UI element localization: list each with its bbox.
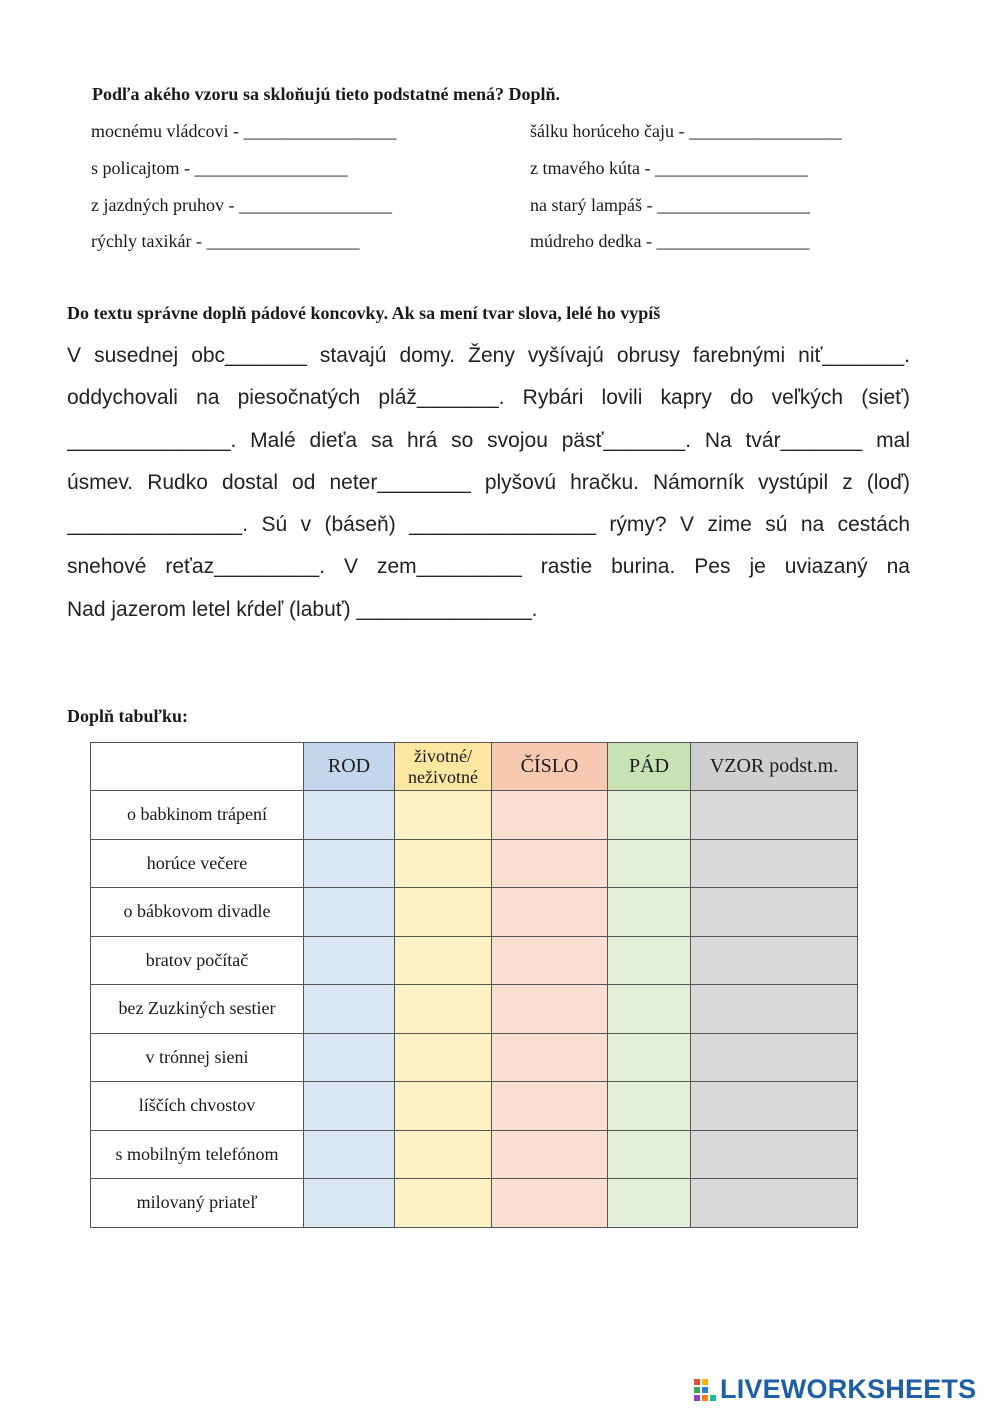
row-label: bez Zuzkiných sestier [91,985,304,1034]
rod-cell[interactable] [304,936,395,985]
pad-cell[interactable] [608,888,691,937]
paragraph-line[interactable]: úsmev. Rudko dostal od neter________ plyšovú hračku. Námorník vystúpil z (loď) [67,470,910,494]
cislo-cell[interactable] [492,839,608,888]
pad-cell[interactable] [608,791,691,840]
zivotne-cell[interactable] [395,936,492,985]
vzor-cell[interactable] [691,1082,858,1131]
paragraph-line[interactable]: _______________. Sú v (báseň) ________________ rýmy? V zime sú na cestách [67,513,910,537]
rod-cell[interactable] [304,985,395,1034]
table-row [91,1130,858,1179]
row-label: líščích chvostov [91,1082,304,1131]
exercise-1-item[interactable]: na starý lampáš - _________________ [530,195,810,215]
row-label: o bábkovom divadle [91,888,304,937]
paragraph-line[interactable]: ______________. Malé dieťa sa hrá so svojou päsť_______. Na tvár_______ mal [67,428,910,452]
cislo-cell[interactable] [492,791,608,840]
vzor-cell[interactable] [691,791,858,840]
vzor-cell[interactable] [691,936,858,985]
rod-cell[interactable] [304,1082,395,1131]
vzor-cell[interactable] [691,888,858,937]
cislo-cell[interactable] [492,1082,608,1131]
zivotne-cell[interactable] [395,1179,492,1228]
cislo-cell[interactable] [492,936,608,985]
table-row [91,1179,858,1228]
table-row [91,985,858,1034]
zivotne-cell[interactable] [395,1130,492,1179]
paragraph-line[interactable]: oddychovali na piesočnatých pláž_______. Rybári lovili kapry do veľkých (sieť) [67,386,910,410]
cislo-cell[interactable] [492,985,608,1034]
zivotne-cell[interactable] [395,1033,492,1082]
table-row [91,888,858,937]
vzor-cell[interactable] [691,1179,858,1228]
paragraph-line[interactable]: Nad jazerom letel kŕdeľ (labuť) _______________. [67,597,538,621]
row-label: o babkinom trápení [91,791,304,840]
table-row [91,1033,858,1082]
header-vzor: VZOR podst.m. [691,743,858,791]
cislo-cell[interactable] [492,1179,608,1228]
cislo-cell[interactable] [492,1130,608,1179]
exercise-3-title: Doplň tabuľku: [67,706,188,726]
header-pad: PÁD [608,743,691,791]
pad-cell[interactable] [608,1130,691,1179]
pad-cell[interactable] [608,985,691,1034]
rod-cell[interactable] [304,888,395,937]
rod-cell[interactable] [304,791,395,840]
zivotne-cell[interactable] [395,839,492,888]
exercise-1-item[interactable]: z jazdných pruhov - _________________ [91,195,392,215]
fill-in-paragraph[interactable] [67,335,910,631]
rod-cell[interactable] [304,1179,395,1228]
cislo-cell[interactable] [492,1033,608,1082]
vzor-cell[interactable] [691,1130,858,1179]
vzor-cell[interactable] [691,985,858,1034]
exercise-1-item[interactable]: z tmavého kúta - _________________ [530,158,808,178]
liveworksheets-logo [694,1374,976,1405]
rod-cell[interactable] [304,1033,395,1082]
table-row [91,1082,858,1131]
zivotne-cell[interactable] [395,888,492,937]
cislo-cell[interactable] [492,888,608,937]
exercise-1-item[interactable]: s policajtom - _________________ [91,158,348,178]
table-row [91,839,858,888]
grammar-table [90,742,858,1228]
pad-cell[interactable] [608,1082,691,1131]
logo-grid-icon [694,1379,716,1401]
exercise-1-title: Podľa akého vzoru sa skloňujú tieto podstatné mená? Doplň. [92,84,560,104]
pad-cell[interactable] [608,936,691,985]
row-label: milovaný priateľ [91,1179,304,1228]
table-header-row [91,743,858,791]
row-label: s mobilným telefónom [91,1130,304,1179]
paragraph-line[interactable]: V susednej obc_______ stavajú domy. Ženy vyšívajú obrusy farebnými niť_______. [67,344,910,367]
zivotne-cell[interactable] [395,791,492,840]
exercise-1-item[interactable]: múdreho dedka - _________________ [530,231,810,251]
header-rod: ROD [304,743,395,791]
vzor-cell[interactable] [691,1033,858,1082]
zivotne-cell[interactable] [395,985,492,1034]
exercise-1-item[interactable]: mocnému vládcovi - _________________ [91,121,397,141]
row-label: v trónnej sieni [91,1033,304,1082]
row-label: horúce večere [91,839,304,888]
pad-cell[interactable] [608,1179,691,1228]
zivotne-cell[interactable] [395,1082,492,1131]
exercise-1-item[interactable]: rýchly taxikár - _________________ [91,231,360,251]
exercise-1-item[interactable]: šálku horúceho čaju - _________________ [530,121,842,141]
pad-cell[interactable] [608,839,691,888]
exercise-2-title: Do textu správne doplň pádové koncovky. Ak sa mení tvar slova, lelé ho vypíš [67,303,661,323]
pad-cell[interactable] [608,1033,691,1082]
row-label: bratov počítač [91,936,304,985]
table-row [91,791,858,840]
logo-text: LIVEWORKSHEETS [720,1374,977,1404]
header-cislo: ČÍSLO [492,743,608,791]
vzor-cell[interactable] [691,839,858,888]
header-empty [91,743,304,791]
rod-cell[interactable] [304,839,395,888]
table-row [91,936,858,985]
rod-cell[interactable] [304,1130,395,1179]
header-zivotne: životné/ neživotné [395,743,492,791]
paragraph-line[interactable]: snehové reťaz_________. V zem_________ rastie burina. Pes je uviazaný na [67,555,910,579]
